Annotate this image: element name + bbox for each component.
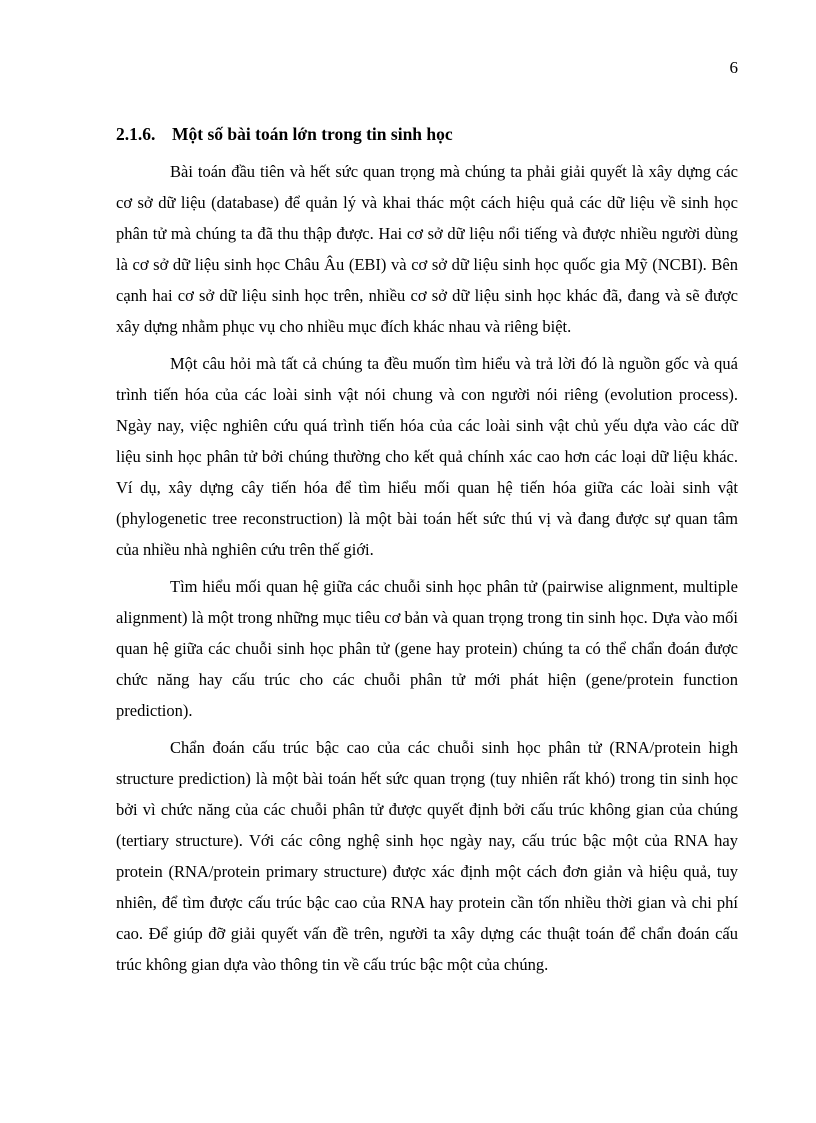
section-title: Một số bài toán lớn trong tin sinh học (172, 124, 453, 144)
section-number: 2.1.6. (116, 124, 156, 144)
page-content (116, 124, 738, 986)
section-heading (116, 124, 738, 144)
paragraph-evolution: Một câu hỏi mà tất cả chúng ta đều muốn tìm hiểu và trả lời đó là nguồn gốc và quá trình tiến hóa của các loài sinh vật nói chung và con người nói riêng (evolution process). Ngày nay, việc nghiên cứu quá trình tiến hóa của các loài sinh vật chủ yếu dựa vào các dữ liệu sinh học phân tử bởi chúng thường cho kết quả chính xác cao hơn các loại dữ liệu khác. Ví dụ, xây dựng cây tiến hóa để tìm hiểu mối quan hệ tiến hóa giữa các loài sinh vật (phylogenetic tree reconstruction) là một bài toán hết sức thú vị và đang được sự quan tâm của nhiều nhà nghiên cứu trên thế giới. (116, 354, 738, 559)
page-number: 6 (729, 58, 738, 77)
paragraph-databases: Bài toán đầu tiên và hết sức quan trọng mà chúng ta phải giải quyết là xây dựng các cơ sở dữ liệu (database) để quản lý và khai thác một cách hiệu quả các dữ liệu về sinh học phân tử mà chúng ta đã thu thập được. Hai cơ sở dữ liệu nổi tiếng và được nhiều người dùng là cơ sở dữ liệu sinh học Châu Âu (EBI) và cơ sở dữ liệu sinh học quốc gia Mỹ (NCBI). Bên cạnh hai cơ sở dữ liệu sinh học trên, nhiều cơ sở dữ liệu sinh học khác đã, đang và sẽ được xây dựng nhằm phục vụ cho nhiều mục đích khác nhau và riêng biệt. (116, 162, 738, 336)
paragraph-structure-prediction: Chẩn đoán cấu trúc bậc cao của các chuỗi sinh học phân tử (RNA/protein high structure prediction) là một bài toán hết sức quan trọng (tuy nhiên rất khó) trong tin sinh học bởi vì chức năng của các chuỗi phân tử được quyết định bởi cấu trúc không gian của chúng (tertiary structure). Với các công nghệ sinh học ngày nay, cấu trúc bậc một của RNA hay protein (RNA/protein primary structure) được xác định một cách đơn giản và hiệu quả, tuy nhiên, để tìm được cấu trúc bậc cao của RNA hay protein cần tốn nhiều thời gian và chi phí cao. Để giúp đỡ giải quyết vấn đề trên, người ta xây dựng các thuật toán để chẩn đoán cấu trúc không gian dựa vào thông tin về cấu trúc bậc một của chúng. (116, 738, 738, 974)
paragraph-alignment: Tìm hiểu mối quan hệ giữa các chuỗi sinh học phân tử (pairwise alignment, multiple alignment) là một trong những mục tiêu cơ bản và quan trọng trong tin sinh học. Dựa vào mối quan hệ giữa các chuỗi sinh học phân tử (gene hay protein) chúng ta có thể chẩn đoán được chức năng hay cấu trúc cho các chuỗi phân tử mới phát hiện (gene/protein function prediction). (116, 577, 738, 720)
